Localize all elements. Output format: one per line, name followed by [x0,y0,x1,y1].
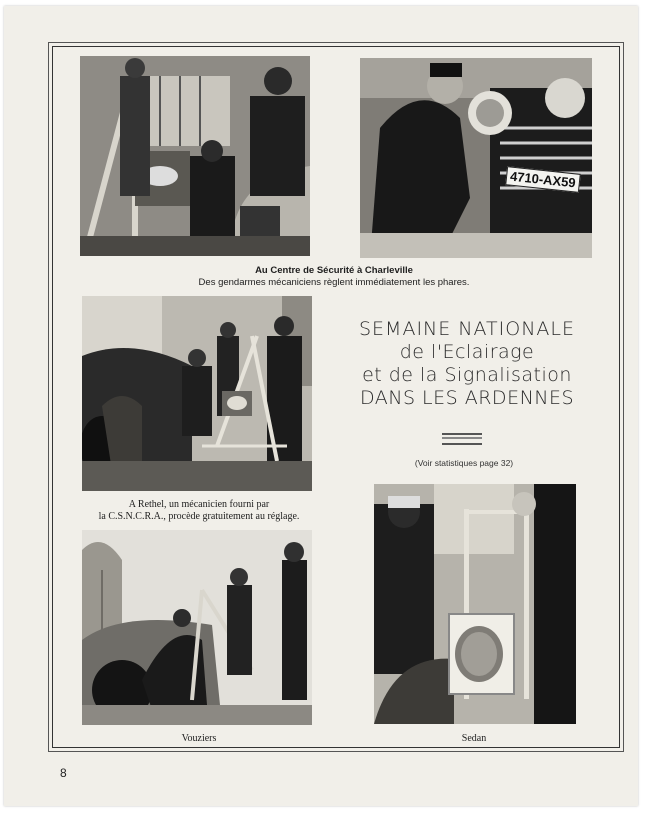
caption-rethel-line1: A Rethel, un mécanicien fourni par [128,499,270,510]
headline [342,318,592,410]
photo-vouziers [82,530,312,725]
stats-note: (Voir statistiques page 32) [414,458,514,468]
photo-rethel [82,296,312,491]
license-plate: 4710-AX59 [505,166,580,193]
caption-sedan: Sedan [461,733,487,744]
photo-charleville-headlight [360,58,592,258]
photo-sedan [374,484,576,724]
headline-rule [442,433,482,445]
page-number: 8 [60,766,67,780]
caption-charleville-line2: Des gendarmes mécaniciens règlent immédiatement les phares. [198,277,470,288]
headline-line1: SEMAINE NATIONALE [358,318,576,340]
magazine-page [4,6,638,806]
caption-charleville-line1: Au Centre de Sécurité à Charleville [255,265,413,276]
caption-vouziers: Vouziers [181,733,217,744]
caption-rethel [74,499,324,523]
photo-charleville-gendarmes [80,56,310,256]
caption-charleville [124,265,544,289]
headline-line2: de l'Eclairage [399,341,535,363]
caption-rethel-line2: la C.S.N.C.R.A., procède gratuitement au réglage. [98,511,300,522]
headline-line3: et de la Signalisation [362,364,572,386]
headline-line4: DANS LES ARDENNES [359,387,575,409]
